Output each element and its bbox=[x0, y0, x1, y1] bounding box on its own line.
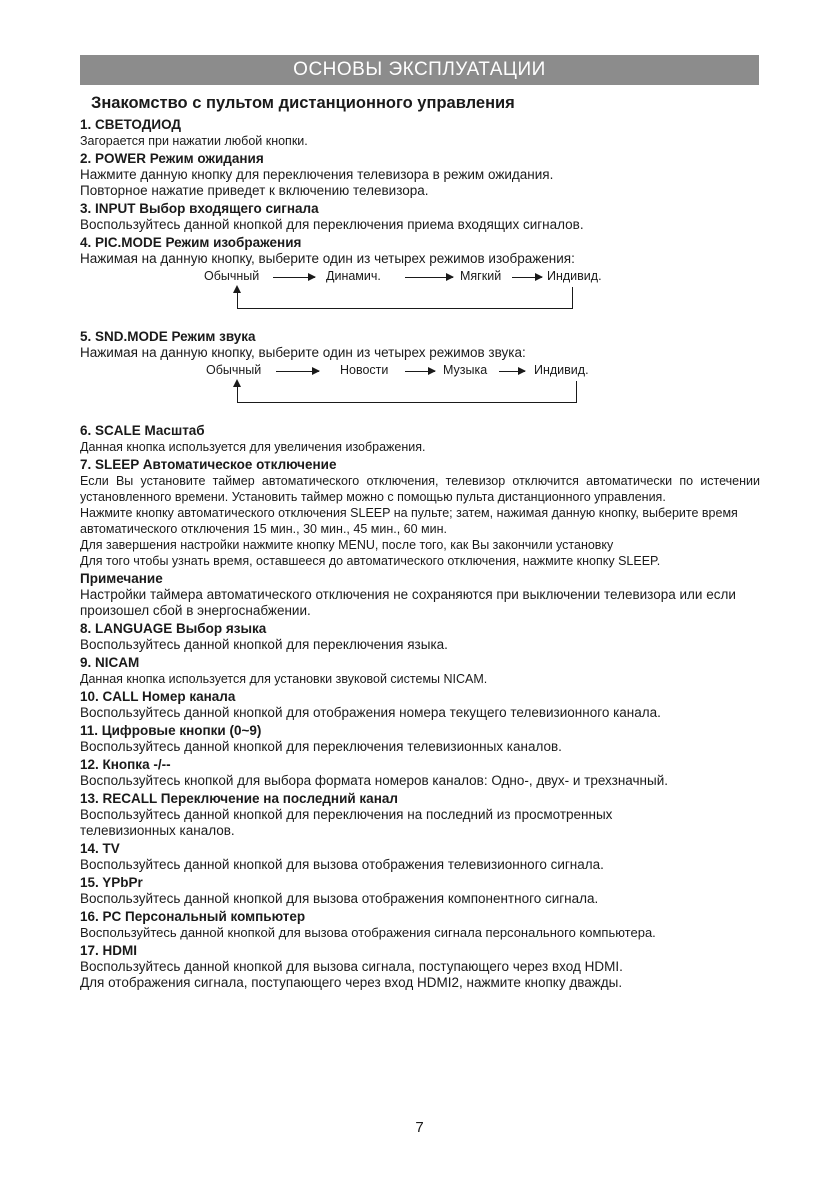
flow-node: Индивид. bbox=[547, 269, 602, 283]
loop-line bbox=[572, 287, 573, 308]
section-heading: 1. СВЕТОДИОД bbox=[80, 117, 182, 132]
section-heading: 12. Кнопка -/-- bbox=[80, 757, 171, 772]
arrow-right-icon bbox=[405, 277, 453, 278]
section-text: Для завершения настройки нажмите кнопку MENU, после того, как Вы закончили установку bbox=[80, 538, 614, 552]
arrow-up-icon bbox=[233, 379, 241, 387]
section-text: Данная кнопка используется для увеличения изображения. bbox=[80, 440, 426, 454]
content bbox=[80, 117, 760, 993]
section-text: Воспользуйтесь данной кнопкой для переключения приема входящих сигналов. bbox=[80, 217, 584, 232]
flow-node: Музыка bbox=[443, 363, 488, 377]
section-text: Воспользуйтесь данной кнопкой для вызова сигнала, поступающего через вход HDMI. bbox=[80, 959, 623, 974]
page-title: Знакомство с пультом дистанционного управления bbox=[91, 94, 515, 112]
section-text: Нажмите данную кнопку для переключения телевизора в режим ожидания. bbox=[80, 167, 554, 182]
section-text: телевизионных каналов. bbox=[80, 823, 235, 838]
section-9 bbox=[80, 655, 760, 687]
section-heading: 4. PIC.MODE Режим изображения bbox=[80, 235, 302, 250]
arrow-right-icon bbox=[276, 371, 319, 372]
loop-line bbox=[576, 381, 577, 402]
flow-node: Мягкий bbox=[460, 269, 502, 283]
picture-mode-cycle-diagram bbox=[80, 267, 760, 327]
section-heading: 7. SLEEP Автоматическое отключение bbox=[80, 457, 337, 472]
section-6 bbox=[80, 423, 760, 455]
section-text: Загорается при нажатии любой кнопки. bbox=[80, 134, 308, 148]
section-text: Воспользуйтесь данной кнопкой для вызова отображения телевизионного сигнала. bbox=[80, 857, 604, 872]
section-text: Воспользуйтесь данной кнопкой для переключения телевизионных каналов. bbox=[80, 739, 562, 754]
section-heading: 8. LANGUAGE Выбор языка bbox=[80, 621, 267, 636]
section-heading: 13. RECALL Переключение на последний канал bbox=[80, 791, 398, 806]
section-text: Воспользуйтесь кнопкой для выбора формата номеров каналов: Одно-, двух- и трехзначный. bbox=[80, 773, 668, 788]
section-11 bbox=[80, 723, 760, 755]
section-text: Воспользуйтесь данной кнопкой для вызова отображения сигнала персонального компьютера. bbox=[80, 925, 656, 940]
page-number: 7 bbox=[415, 1119, 424, 1136]
note-text: Настройки таймера автоматического отключения не сохраняются при выключении телевизора или если произошел сбой в энергоснабжении. bbox=[80, 587, 736, 618]
loop-line bbox=[237, 291, 238, 308]
note-section bbox=[80, 571, 760, 619]
arrow-right-icon bbox=[512, 277, 542, 278]
section-text: Если Вы установите таймер автоматического отключения, телевизор отключится автоматически по истечении установленного времени. Установить таймер можно с помощью пульта дистанционного управления. bbox=[80, 474, 760, 504]
section-1 bbox=[80, 117, 760, 149]
section-heading: 3. INPUT Выбор входящего сигнала bbox=[80, 201, 319, 216]
section-5 bbox=[80, 329, 760, 421]
sound-mode-cycle-diagram bbox=[80, 361, 760, 421]
flow-node: Обычный bbox=[206, 363, 262, 377]
section-text: Данная кнопка используется для установки звуковой системы NICAM. bbox=[80, 672, 488, 686]
loop-line bbox=[237, 402, 577, 403]
section-12 bbox=[80, 757, 760, 789]
section-heading: 16. PC Персональный компьютер bbox=[80, 909, 306, 924]
note-heading: Примечание bbox=[80, 571, 163, 586]
section-text: Нажмите кнопку автоматического отключения SLEEP на пульте; затем, нажимая данную кнопку, выберите время автоматического отключения 15 мин., 30 мин., 45 мин., 60 мин. bbox=[80, 506, 738, 536]
loop-line bbox=[237, 308, 573, 309]
section-header: ОСНОВЫ ЭКСПЛУАТАЦИИ bbox=[80, 55, 759, 85]
section-heading: 6. SCALE Масштаб bbox=[80, 423, 205, 438]
section-heading: 15. YPbPr bbox=[80, 875, 143, 890]
flow-node: Индивид. bbox=[534, 363, 589, 377]
section-text: Воспользуйтесь данной кнопкой для переключения языка. bbox=[80, 637, 448, 652]
section-2 bbox=[80, 151, 760, 199]
section-heading: 10. CALL Номер канала bbox=[80, 689, 236, 704]
section-text: Для того чтобы узнать время, оставшееся до автоматического отключения, нажмите кнопку SLEEP. bbox=[80, 554, 661, 568]
flow-node: Обычный bbox=[204, 269, 260, 283]
arrow-right-icon bbox=[405, 371, 435, 372]
section-text: Повторное нажатие приведет к включению телевизора. bbox=[80, 183, 429, 198]
flow-node: Новости bbox=[340, 363, 389, 377]
section-16 bbox=[80, 909, 760, 941]
section-7 bbox=[80, 457, 760, 569]
section-17 bbox=[80, 943, 760, 991]
section-text: Воспользуйтесь данной кнопкой для вызова отображения компонентного сигнала. bbox=[80, 891, 599, 906]
section-3 bbox=[80, 201, 760, 233]
section-heading: 5. SND.MODE Режим звука bbox=[80, 329, 256, 344]
section-text: Нажимая на данную кнопку, выберите один из четырех режимов звука: bbox=[80, 345, 526, 360]
section-heading: 17. HDMI bbox=[80, 943, 138, 958]
section-13 bbox=[80, 791, 760, 839]
section-text: Нажимая на данную кнопку, выберите один из четырех режимов изображения: bbox=[80, 251, 575, 266]
section-8 bbox=[80, 621, 760, 653]
section-10 bbox=[80, 689, 760, 721]
section-heading: 11. Цифровые кнопки (0~9) bbox=[80, 723, 262, 738]
section-text: Воспользуйтесь данной кнопкой для отображения номера текущего телевизионного канала. bbox=[80, 705, 661, 720]
section-heading: 14. TV bbox=[80, 841, 120, 856]
arrow-right-icon bbox=[499, 371, 525, 372]
section-text: Воспользуйтесь данной кнопкой для переключения на последний из просмотренных bbox=[80, 807, 613, 822]
section-4 bbox=[80, 235, 760, 327]
loop-line bbox=[237, 385, 238, 402]
section-heading: 9. NICAM bbox=[80, 655, 140, 670]
section-heading: 2. POWER Режим ожидания bbox=[80, 151, 264, 166]
arrow-up-icon bbox=[233, 285, 241, 293]
flow-node: Динамич. bbox=[326, 269, 381, 283]
section-text: Для отображения сигнала, поступающего через вход HDMI2, нажмите кнопку дважды. bbox=[80, 975, 623, 990]
arrow-right-icon bbox=[273, 277, 315, 278]
section-14 bbox=[80, 841, 760, 873]
section-15 bbox=[80, 875, 760, 907]
